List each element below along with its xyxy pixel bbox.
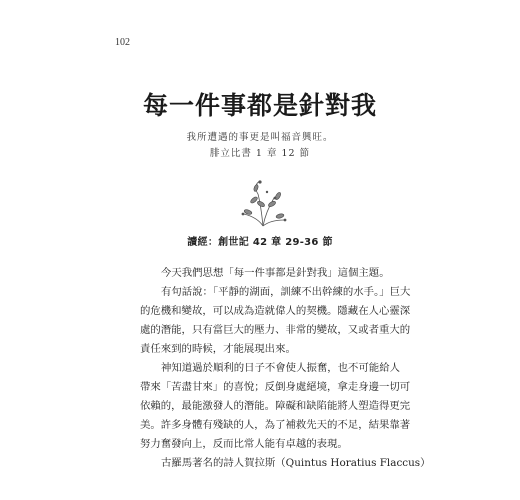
reading-reference: 讀經：創世記 42 章 29-36 節 [187,237,333,248]
verse-reference: 腓立比書 1 章 12 節 [209,148,311,159]
body-line: 帶來「苦盡甘來」的喜悅；反倒身處絕境，拿走身邊一切可 [140,381,411,393]
verse-block [0,130,520,162]
body-text [140,264,431,473]
body-line: 的危機和變故，可以成為造就偉人的契機。隱藏在人心靈深 [140,305,411,317]
body-line: 神知道過於順利的日子不會使人振奮，也不可能給人 [161,362,400,374]
floral-ornament-icon [234,178,292,228]
chapter-title: 每一件事都是針對我 [142,91,377,120]
body-line: 處的潛能，只有當巨大的壓力、非常的變故，又或者重大的 [140,324,411,336]
body-line: 有句話說：「平靜的湖面，訓練不出幹練的水手。」巨大 [161,286,411,298]
body-line: 責任來到的時候，才能展現出來。 [140,343,296,355]
body-line: 古羅馬著名的詩人賀拉斯（Quintus Horatius Flaccus） [161,457,431,469]
body-line: 努力奮發向上，反而比常人能有卓越的表現。 [140,438,348,450]
body-line: 今天我們思想「每一件事都是針對我」這個主題。 [161,267,390,279]
page-number: 102 [115,37,130,48]
body-line: 依賴的，最能激發人的潛能。障礙和缺陷能將人塑造得更完 [140,400,411,412]
body-line: 美。許多身體有殘缺的人，為了補救先天的不足，結果靠著 [140,419,411,431]
verse-quote: 我所遭遇的事更是叫福音興旺。 [186,132,334,143]
